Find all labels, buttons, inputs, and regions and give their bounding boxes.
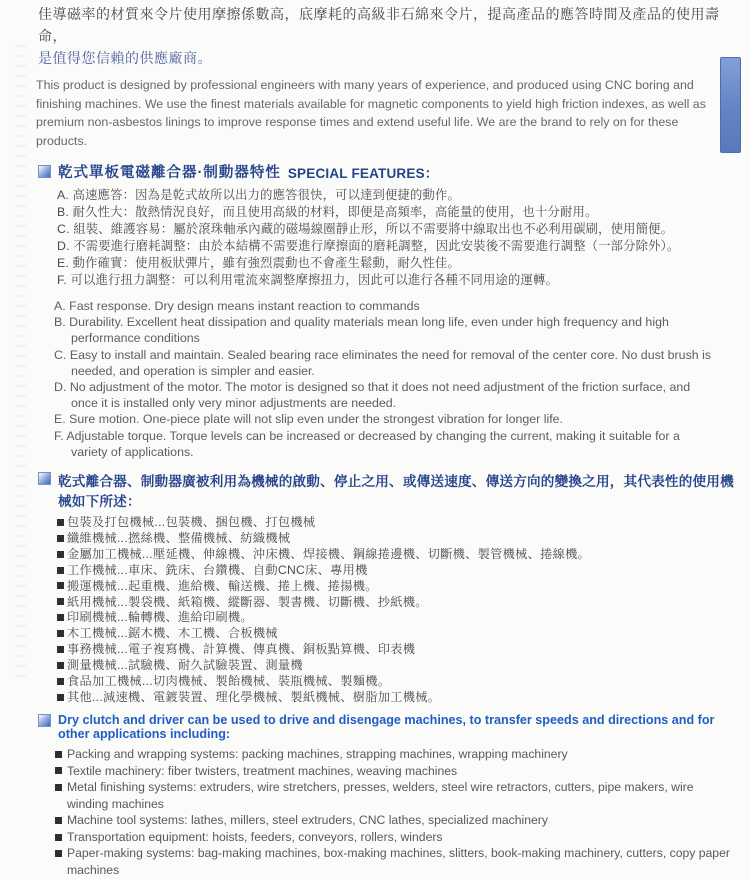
feature-item-cn: E. 動作確實：使用板狀彈片，雖有強烈震動也不會產生鬆動，耐久性佳。 [57, 256, 461, 270]
bullet-square-icon [57, 694, 64, 701]
application-item-cn: 印刷機械...輪轉機、進給印刷機。 [57, 610, 734, 626]
applications-list-en [55, 746, 734, 879]
section-marker-icon [38, 714, 51, 727]
application-item-en: Machine tool systems: lathes, millers, steel extruders, CNC lathes, specialized machinery [55, 812, 734, 829]
application-item-en: Packing and wrapping systems: packing machines, strapping machines, wrapping machinery [55, 746, 734, 763]
feature-item-cn: A. 高速應答：因為是乾式故所以出力的應答很快，可以達到便捷的動作。 [57, 188, 461, 202]
page-edge-tab [720, 57, 741, 153]
section-marker-icon [38, 472, 51, 485]
application-item-cn: 測量機械...試驗機、耐久試驗裝置、測量機 [57, 658, 734, 674]
application-item-cn: 紙用機械...製袋機、紙箱機、縱斷器、製書機、切斷機、抄紙機。 [57, 595, 734, 611]
feature-item-en: D. No adjustment of the motor. The motor is designed so that it does not need adjustment of the friction surface, and once it is installed only very minor adjustments are needed. [54, 380, 691, 411]
applications-heading-cn: 乾式離合器、制動器廣被利用為機械的啟動、停止之用、或傳送速度、傳送方向的變換之用，其代表性的使用機械如下所述： [58, 474, 734, 510]
bullet-square-icon [57, 662, 64, 669]
application-item-cn: 事務機械...電子複寫機、計算機、傳真機、銅板點算機、印表機 [57, 642, 734, 658]
bullet-square-icon [57, 630, 64, 637]
application-item-cn: 包裝及打包機械...包裝機、捆包機、打包機械 [57, 515, 734, 531]
bullet-square-icon [57, 646, 64, 653]
feature-item-en: F. Adjustable torque. Torque levels can be increased or decreased by changing the current, making it suitable for a variety of applications. [54, 428, 680, 459]
bullet-square-icon [57, 582, 64, 589]
bullet-square-icon [57, 598, 64, 605]
application-item-cn: 搬運機械...起重機、進給機、輸送機、捲上機、捲揚機。 [57, 579, 734, 595]
application-item-en: Textile machinery: fiber twisters, treatment machines, weaving machines [55, 763, 734, 780]
feature-item-cn: F. 可以進行扭力調整：可以利用電流來調整摩擦扭力，因此可以進行各種不同用途的運轉。 [57, 273, 558, 287]
intro-cn-line2: 是值得您信賴的供應廠商。 [38, 50, 212, 66]
bullet-square-icon [57, 678, 64, 685]
bullet-square-icon [55, 817, 62, 824]
application-item-cn: 工作機械...車床、銑床、台鑽機、自動CNC床、專用機 [57, 563, 734, 579]
special-features-heading-en: SPECIAL FEATURES： [287, 165, 439, 181]
bullet-square-icon [55, 784, 62, 791]
feature-item-cn: D. 不需要進行磨耗調整：由於本結構不需要進行摩擦面的磨耗調整，因此安裝後不需要進行調整（一部分除外）。 [57, 239, 680, 253]
bullet-square-icon [57, 535, 64, 542]
bullet-square-icon [55, 751, 62, 758]
special-features-heading [38, 161, 734, 182]
intro-cn-line1: 佳導磁率的材質來令片使用摩擦係數高，底摩耗的高級非石綿來令片，提高產品的應答時間及產品的使用壽命， [38, 6, 720, 44]
application-item-cn: 木工機械...鋸木機、木工機、合板機械 [57, 626, 734, 642]
application-item-cn: 食品加工機械...切肉機械、製飴機械、裝瓶機械、製麵機。 [57, 674, 734, 690]
application-item-en: Transportation equipment: hoists, feeders, conveyors, rollers, winders [55, 829, 734, 846]
intro-paragraph-en: This product is designed by professional engineers with many years of experience, and produced using CNC boring and finishing machines. We use the finest materials available for magnetic components to yield high friction indexes, as well as premium non-asbestos linings to improve response times and extend useful life. We are the brand to rely on for these products. [36, 78, 706, 148]
bullet-square-icon [57, 551, 64, 558]
left-margin-bleed [15, 45, 26, 685]
application-item-cn: 纖維機械...撚絲機、整備機械、紡織機械 [57, 531, 734, 547]
applications-heading-cn-row [38, 470, 734, 510]
applications-list-cn [57, 515, 734, 706]
bullet-square-icon [55, 850, 62, 857]
application-item-cn: 金屬加工機械...壓延機、伸線機、沖床機、焊接機、鋼線捲邊機、切斷機、製管機械、捲線機。 [57, 547, 734, 563]
intro-paragraph-cn [38, 3, 734, 69]
features-list-en [54, 298, 714, 460]
applications-heading-en: Dry clutch and driver can be used to drive and disengage machines, to transfer speeds and directions and for other applications including: [58, 712, 715, 741]
feature-item-cn: C. 組裝、維護容易：屬於滾珠軸承內藏的磁場線圈靜止形，所以不需要將中線取出也不必利用碳刷，使用簡便。 [57, 222, 674, 236]
bullet-square-icon [55, 834, 62, 841]
application-item-cn: 其他...減速機、電鍍裝置、理化學機械、製紙機械、樹脂加工機械。 [57, 690, 734, 706]
feature-item-en: B. Durability. Excellent heat dissipation and quality materials mean long life, even under high frequency and high performance conditions [54, 315, 669, 346]
applications-heading-en-row [38, 713, 734, 741]
section-marker-icon [38, 165, 51, 178]
bullet-square-icon [57, 567, 64, 574]
special-features-heading-cn: 乾式單板電磁離合器·制動器特性 [58, 165, 281, 181]
feature-item-cn: B. 耐久性大：散熱情況良好，而且使用高級的材料，即便是高頻率，高能量的使用，也十分耐用。 [57, 205, 598, 219]
feature-item-en: A. Fast response. Dry design means instant reaction to commands [54, 299, 420, 313]
application-item-en: Metal finishing systems: extruders, wire stretchers, presses, welders, steel wire retractors, cutters, pipe makers, wire winding machines [55, 779, 734, 812]
features-list-cn [57, 187, 734, 289]
bullet-square-icon [57, 614, 64, 621]
bullet-square-icon [55, 767, 62, 774]
feature-item-en: C. Easy to install and maintain. Sealed bearing race eliminates the need for removal of the center core. No dust brush is needed, and operation is simpler and easier. [54, 347, 712, 378]
application-item-en: Paper-making systems: bag-making machines, box-making machines, slitters, book-making machinery, cutters, copy paper machines [55, 845, 734, 878]
feature-item-en: E. Sure motion. One-piece plate will not slip even under the strongest vibration for longer life. [54, 412, 563, 427]
bullet-square-icon [57, 519, 64, 526]
